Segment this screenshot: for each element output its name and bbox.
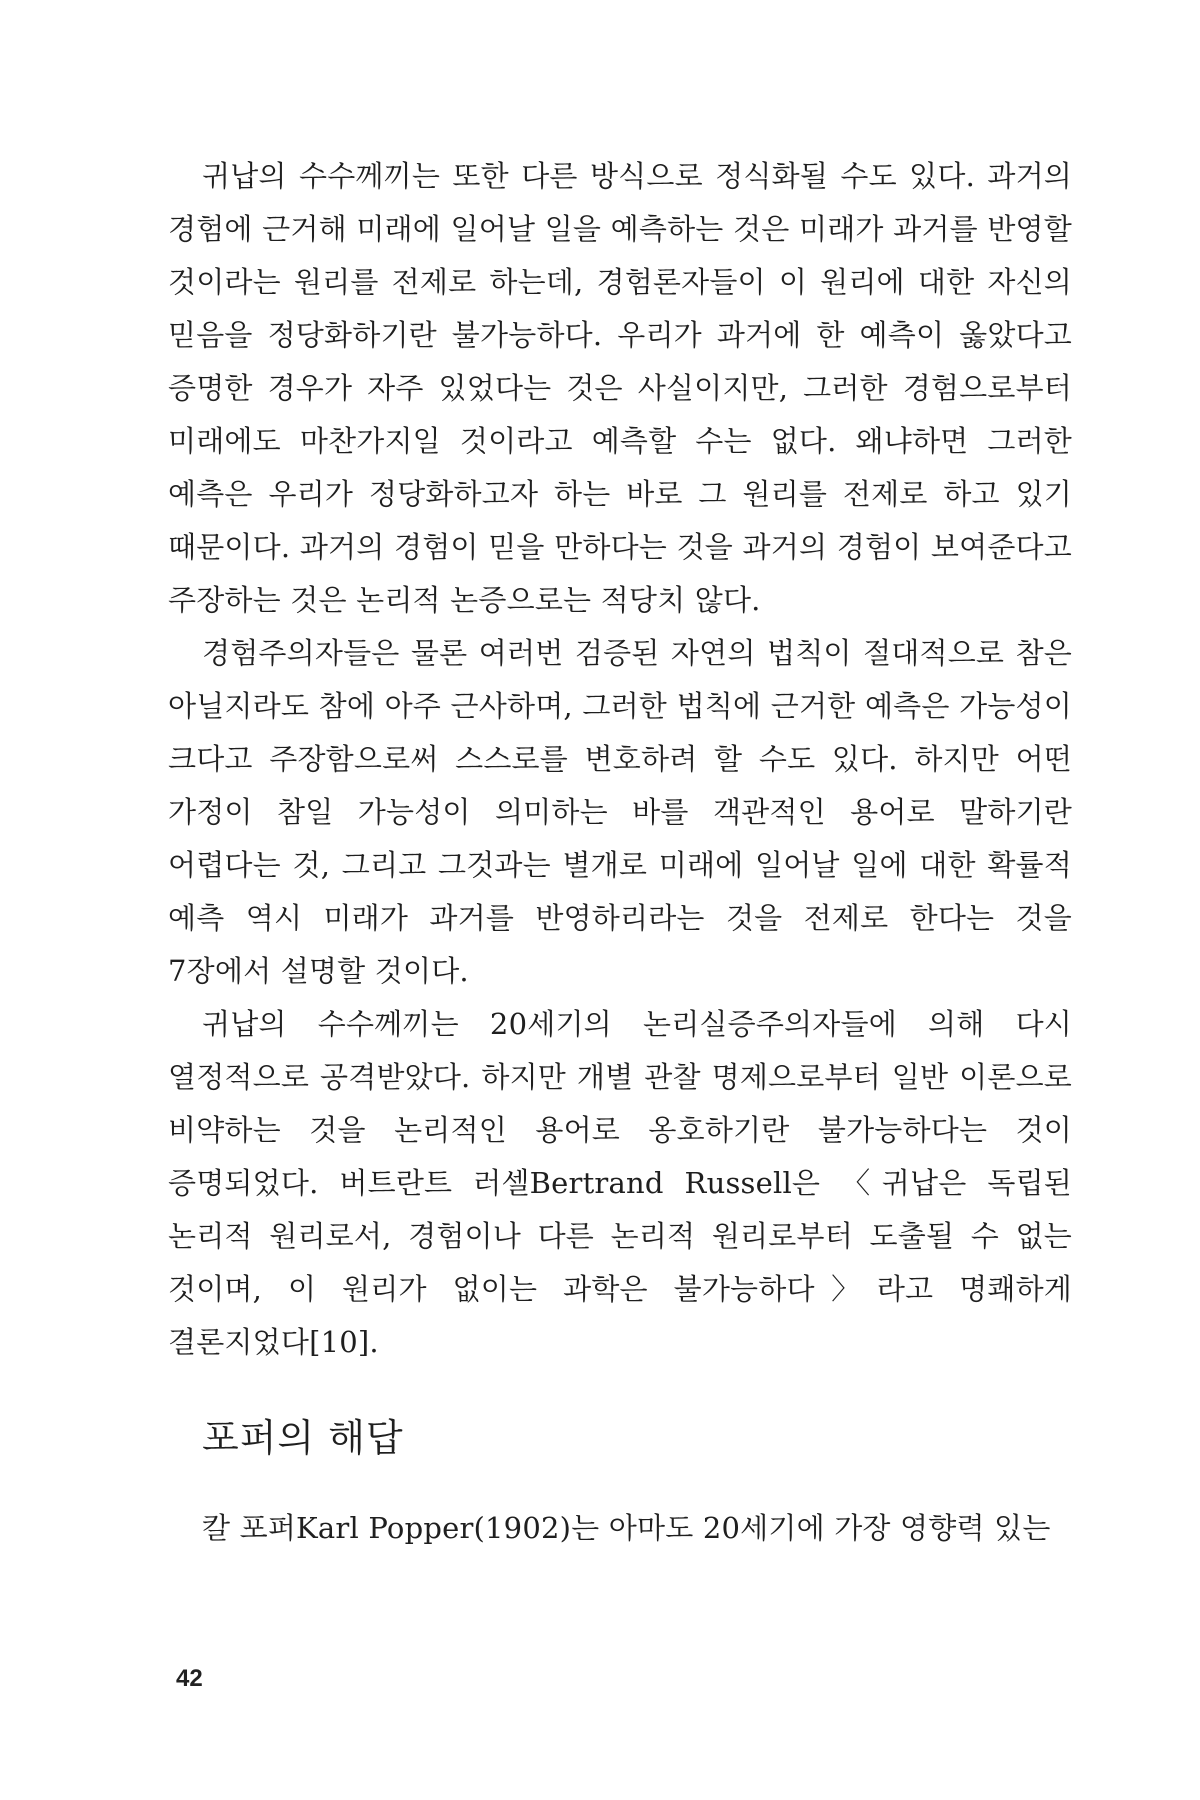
page-number: 42 — [176, 1665, 203, 1692]
paragraph-2: 경험주의자들은 물론 여러번 검증된 자연의 법칙이 절대적으로 참은 아닐지라도 참에 아주 근사하며, 그러한 법칙에 근거한 예측은 가능성이 크다고 주장함으로써 스스로를 변호하려 할 수도 있다. 하지만 어떤 가정이 참일 가능성이 의미하는 바를 객관적인 용어로 말하기란 어렵다는 것, 그리고 그것과는 별개로 미래에 일어날 일에 대한 확률적 예측 역시 미래가 과거를 반영하리라는 것을 전제로 한다는 것을 7장에서 설명할 것이다. — [168, 636, 1072, 988]
paragraph-3: 귀납의 수수께끼는 20세기의 논리실증주의자들에 의해 다시 열정적으로 공격받았다. 하지만 개별 관찰 명제으로부터 일반 이론으로 비약하는 것을 논리적인 용어로 옹호하기란 불가능하다는 것이 증명되었다. 버트란트 러셀Bertrand Russell은 〈귀납은 독립된 논리적 원리로서, 경험이나 다른 논리적 원리로부터 도출될 수 없는 것이며, 이 원리가 없이는 과학은 불가능하다〉라고 명쾌하게 결론지었다[10]. — [168, 1007, 1072, 1359]
body-text — [168, 150, 1072, 1369]
paragraph-1: 귀납의 수수께끼는 또한 다른 방식으로 정식화될 수도 있다. 과거의 경험에 근거해 미래에 일어날 일을 예측하는 것은 미래가 과거를 반영할 것이라는 원리를 전제로 하는데, 경험론자들이 이 원리에 대한 자신의 믿음을 정당화하기란 불가능하다. 우리가 과거에 한 예측이 옳았다고 증명한 경우가 자주 있었다는 것은 사실이지만, 그러한 경험으로부터 미래에도 마찬가지일 것이라고 예측할 수는 없다. 왜냐하면 그러한 예측은 우리가 정당화하고자 하는 바로 그 원리를 전제로 하고 있기 때문이다. 과거의 경험이 믿을 만하다는 것을 과거의 경험이 보여준다고 주장하는 것은 논리적 논증으로는 적당치 않다. — [168, 159, 1072, 617]
section-heading: 포퍼의 해답 — [202, 1416, 404, 1460]
paragraph-4: 칼 포퍼Karl Popper(1902)는 아마도 20세기에 가장 영향력 있는 — [202, 1511, 1051, 1545]
section-body — [168, 1502, 1072, 1555]
